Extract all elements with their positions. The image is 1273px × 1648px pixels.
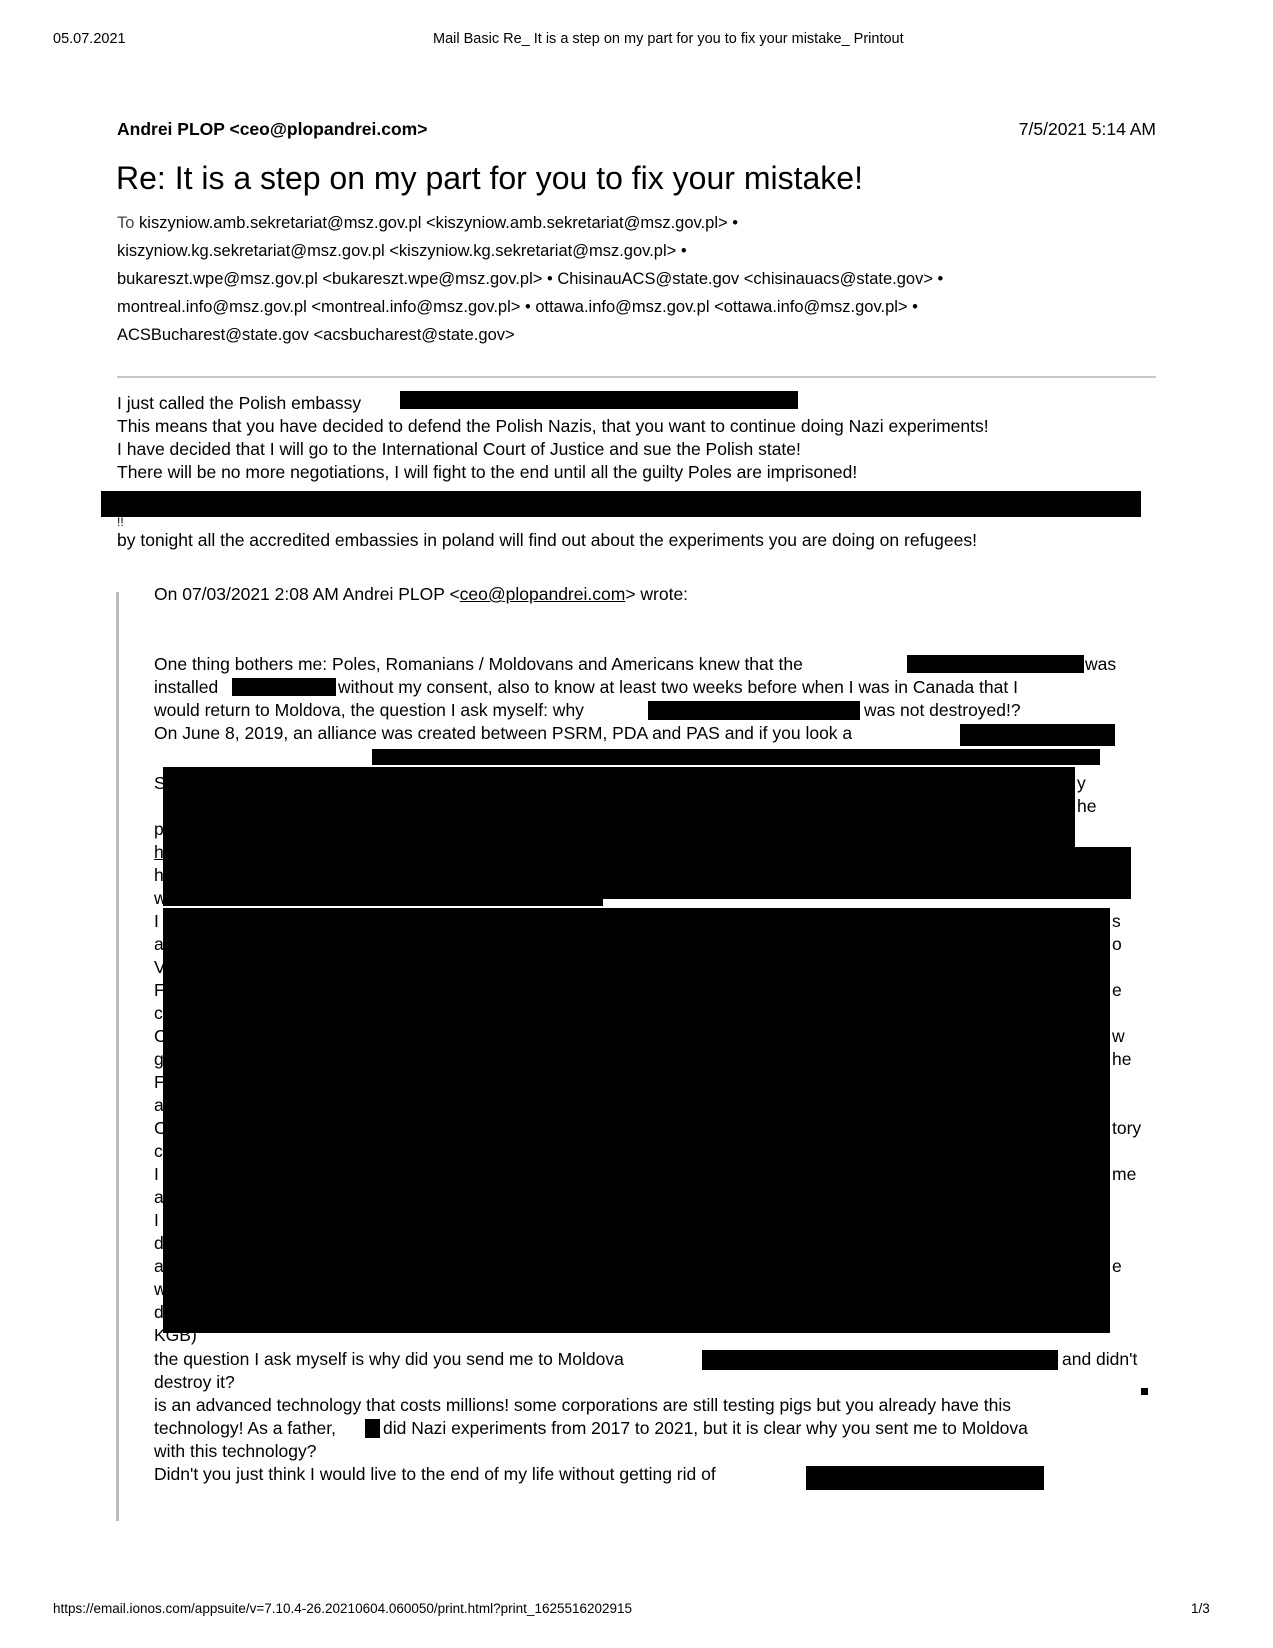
quote-sender-email-link[interactable]: ceo@plopandrei.com [459,584,626,604]
quote-text: without my consent, also to know at least two weeks before when I was in Canada that I [338,677,1018,697]
redaction-block [101,491,1141,517]
quote-fragment: p [154,819,164,839]
quote-text: the question I ask myself is why did you send me to Moldova [154,1349,624,1369]
quote-bar [116,592,119,1521]
quote-intro-suffix: > wrote: [625,584,689,604]
redaction-block [163,908,1110,1333]
quote-fragment: h [154,865,164,885]
quote-fragment: d [154,1233,164,1253]
quote-intro [154,584,688,605]
page-number: 1/3 [1191,1601,1210,1616]
body-line: There will be no more negotiations, I will fight to the end until all the guilty Poles are imprisoned! [117,462,858,482]
to-label: To [117,214,135,232]
sent-datetime: 7/5/2021 5:14 AM [1018,119,1156,139]
quote-text: did Nazi experiments from 2017 to 2021, but it is clear why you sent me to Moldova [383,1418,1028,1438]
quote-fragment: a [154,1095,164,1115]
print-date: 05.07.2021 [53,31,126,47]
redaction-block [372,749,1100,765]
quote-fragment: S [154,773,166,793]
body-line: !! [117,515,124,529]
quote-fragment: d [154,1302,164,1322]
quote-fragment: e [1112,1256,1122,1276]
quote-text: is an advanced technology that costs millions! some corporations are still testing pigs but you already have this [154,1395,1011,1415]
redaction-block [702,1350,1058,1370]
quote-fragment: C [154,1026,167,1046]
quote-fragment: KGB) [154,1325,197,1345]
quote-fragment: w [154,1279,167,1299]
redaction-block [400,391,798,409]
quote-fragment: I [154,911,159,931]
recipients-text: kiszyniow.amb.sekretariat@msz.gov.pl <kiszyniow.amb.sekretariat@msz.gov.pl> • [139,214,738,232]
quote-fragment: he [1077,796,1097,816]
quote-fragment: I [154,1210,159,1230]
quote-text: On June 8, 2019, an alliance was created between PSRM, PDA and PAS and if you look a [154,723,853,743]
quote-text: destroy it? [154,1372,235,1392]
redaction-block [232,678,336,696]
quote-fragment: a [154,1187,164,1207]
quote-fragment: tory [1112,1118,1142,1138]
body-line: I just called the Polish embassy [117,393,362,413]
quote-fragment: c [154,1003,163,1023]
print-title: Mail Basic Re_ It is a step on my part for you to fix your mistake_ Printout [433,31,904,47]
quote-fragment: F [154,1072,165,1092]
quote-fragment: y [1077,773,1086,793]
quote-text: was [1085,654,1117,674]
redaction-block [163,873,603,906]
redaction-block [806,1466,1044,1490]
quote-text: was not destroyed!? [864,700,1021,720]
quote-text: would return to Moldova, the question I ask myself: why [154,700,584,720]
quote-fragment: a [154,1256,164,1276]
quote-text: installed [154,677,219,697]
quote-fragment: a [154,934,164,954]
sender: Andrei PLOP <ceo@plopandrei.com> [117,119,428,139]
quote-fragment: o [1112,934,1122,954]
recipients-line: bukareszt.wpe@msz.gov.pl <bukareszt.wpe@msz.gov.pl> • ChisinauACS@state.gov <chisinauacs@state.gov> • [117,270,944,288]
quote-fragment: w [1112,1026,1125,1046]
body-line: This means that you have decided to defend the Polish Nazis, that you want to continue doing Nazi experiments! [117,416,989,436]
recipients-line: kiszyniow.kg.sekretariat@msz.gov.pl <kiszyniow.kg.sekretariat@msz.gov.pl> • [117,242,687,260]
body-line: I have decided that I will go to the International Court of Justice and sue the Polish state! [117,439,801,459]
redaction-block [1141,1388,1148,1395]
redaction-block [960,724,1115,746]
quote-fragment: h [154,842,164,862]
redaction-block [907,655,1084,673]
header-divider [117,376,1156,378]
recipients-line [117,214,738,233]
quote-fragment: C [154,1118,167,1138]
quote-text: Didn't you just think I would live to the end of my life without getting rid of [154,1464,716,1484]
quote-fragment: I [154,1164,159,1184]
print-url: https://email.ionos.com/appsuite/v=7.10.4-26.20210604.060050/print.html?print_1625516202915 [53,1601,633,1616]
recipients-line: montreal.info@msz.gov.pl <montreal.info@msz.gov.pl> • ottawa.info@msz.gov.pl <ottawa.info@msz.gov.pl> • [117,298,918,316]
quote-fragment: c [154,1141,163,1161]
recipients-line: ACSBucharest@state.gov <acsbucharest@state.gov> [117,326,515,344]
email-subject: Re: It is a step on my part for you to fix your mistake! [116,160,863,196]
quote-fragment: me [1112,1164,1137,1184]
quote-fragment: F [154,980,165,1000]
quote-fragment: V [154,957,166,977]
quote-fragment: w [154,888,167,908]
quote-text: and didn't [1062,1349,1138,1369]
redaction-block [365,1419,380,1438]
body-line: by tonight all the accredited embassies in poland will find out about the experiments you are doing on refugees! [117,530,977,550]
quote-fragment: s [1112,911,1121,931]
quote-intro-prefix: On 07/03/2021 2:08 AM Andrei PLOP < [154,584,460,604]
redaction-block [648,701,860,720]
quote-text: with this technology? [154,1441,317,1461]
quote-text: One thing bothers me: Poles, Romanians / Moldovans and Americans knew that the [154,654,803,674]
quote-text: technology! As a father, [154,1418,336,1438]
quote-fragment: e [1112,980,1122,1000]
quote-fragment: he [1112,1049,1132,1069]
quote-fragment: g [154,1049,164,1069]
